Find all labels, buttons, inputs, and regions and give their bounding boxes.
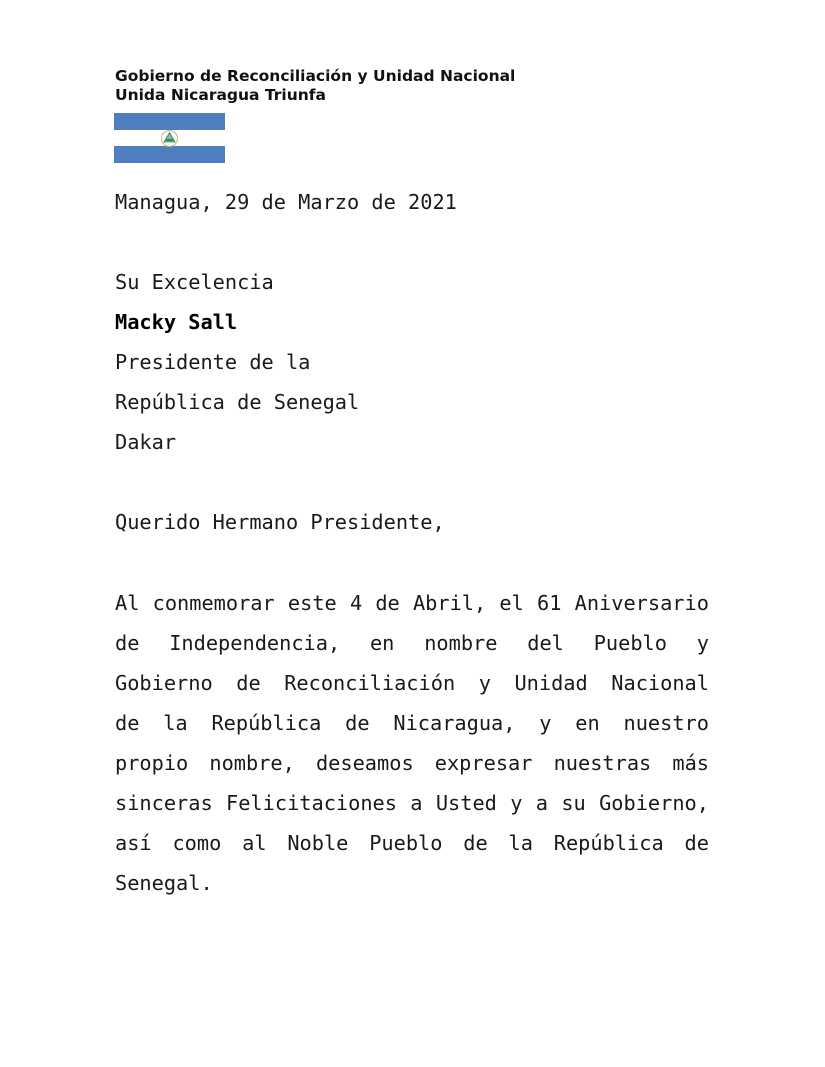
body-word: la bbox=[508, 831, 533, 855]
body-word: de bbox=[684, 831, 709, 855]
recipient-position-line1: Presidente de la bbox=[115, 350, 311, 374]
body-word: la bbox=[163, 711, 188, 735]
flag-bottom-stripe bbox=[114, 146, 225, 163]
body-word: este bbox=[287, 591, 337, 615]
body-line bbox=[115, 823, 709, 863]
body-line bbox=[115, 663, 709, 703]
body-word: Senegal. bbox=[115, 871, 213, 895]
body-word: Aniversario bbox=[574, 591, 709, 615]
letter-body bbox=[115, 583, 709, 903]
body-word: Noble bbox=[287, 831, 349, 855]
body-word: a bbox=[535, 791, 548, 815]
letterhead bbox=[115, 67, 515, 105]
body-line bbox=[115, 703, 709, 743]
body-word: Nicaragua, bbox=[393, 711, 516, 735]
recipient-name: Macky Sall bbox=[115, 310, 238, 334]
recipient-salutation-title: Su Excelencia bbox=[115, 270, 274, 294]
body-word: expresar bbox=[434, 751, 533, 775]
body-word: conmemorar bbox=[152, 591, 275, 615]
body-word: sinceras bbox=[115, 791, 213, 815]
body-word: Felicitaciones bbox=[226, 791, 397, 815]
body-word: República bbox=[211, 711, 322, 735]
letter-greeting: Querido Hermano Presidente, bbox=[115, 510, 445, 534]
body-word: Reconciliación bbox=[284, 671, 456, 695]
body-line bbox=[115, 863, 709, 903]
body-word: nuestras bbox=[553, 751, 652, 775]
body-word: al bbox=[242, 831, 267, 855]
body-word: Nacional bbox=[611, 671, 709, 695]
letterhead-government-name: Gobierno de Reconciliación y Unidad Nacional bbox=[115, 67, 516, 85]
recipient-city: Dakar bbox=[115, 430, 177, 454]
body-word: Unidad bbox=[514, 671, 588, 695]
body-word: y bbox=[478, 671, 491, 695]
nicaragua-flag-icon bbox=[114, 113, 225, 163]
body-word: de bbox=[236, 671, 261, 695]
body-line bbox=[115, 783, 709, 823]
body-word: y bbox=[696, 631, 709, 655]
body-word: Independencia, bbox=[169, 631, 341, 655]
body-word: más bbox=[672, 751, 709, 775]
body-word: a bbox=[410, 791, 423, 815]
body-word: el bbox=[499, 591, 524, 615]
body-word: nombre bbox=[424, 631, 498, 655]
body-word: deseamos bbox=[315, 751, 414, 775]
body-word: Al bbox=[115, 591, 140, 615]
body-word: de bbox=[345, 711, 370, 735]
body-word: como bbox=[172, 831, 222, 855]
body-word: y bbox=[510, 791, 523, 815]
body-line bbox=[115, 743, 709, 783]
body-word: de bbox=[463, 831, 488, 855]
body-word: su bbox=[561, 791, 586, 815]
body-line bbox=[115, 623, 709, 663]
coat-of-arms-icon bbox=[160, 129, 179, 148]
body-word: Gobierno bbox=[115, 671, 213, 695]
body-word: Gobierno, bbox=[599, 791, 709, 815]
body-word: de bbox=[115, 631, 140, 655]
recipient-position-line2: República de Senegal bbox=[115, 390, 360, 414]
body-word: 61 bbox=[537, 591, 562, 615]
body-word: del bbox=[527, 631, 564, 655]
body-line bbox=[115, 583, 709, 623]
flag-top-stripe bbox=[114, 113, 225, 130]
body-word: 4 bbox=[349, 591, 363, 615]
letter-date: Managua, 29 de Marzo de 2021 bbox=[115, 190, 457, 214]
body-word: de bbox=[115, 711, 140, 735]
body-word: Usted bbox=[435, 791, 497, 815]
body-word: en bbox=[575, 711, 600, 735]
body-word: nuestro bbox=[623, 711, 709, 735]
letterhead-motto: Unida Nicaragua Triunfa bbox=[115, 86, 327, 104]
body-word: Pueblo bbox=[369, 831, 443, 855]
body-word: y bbox=[539, 711, 552, 735]
body-word: República bbox=[553, 831, 664, 855]
body-word: nombre, bbox=[209, 751, 295, 775]
body-word: así bbox=[115, 831, 152, 855]
body-word: en bbox=[369, 631, 395, 655]
body-word: Pueblo bbox=[593, 631, 667, 655]
body-word: propio bbox=[115, 751, 189, 775]
body-word: de bbox=[375, 591, 400, 615]
body-word: Abril, bbox=[412, 591, 487, 615]
